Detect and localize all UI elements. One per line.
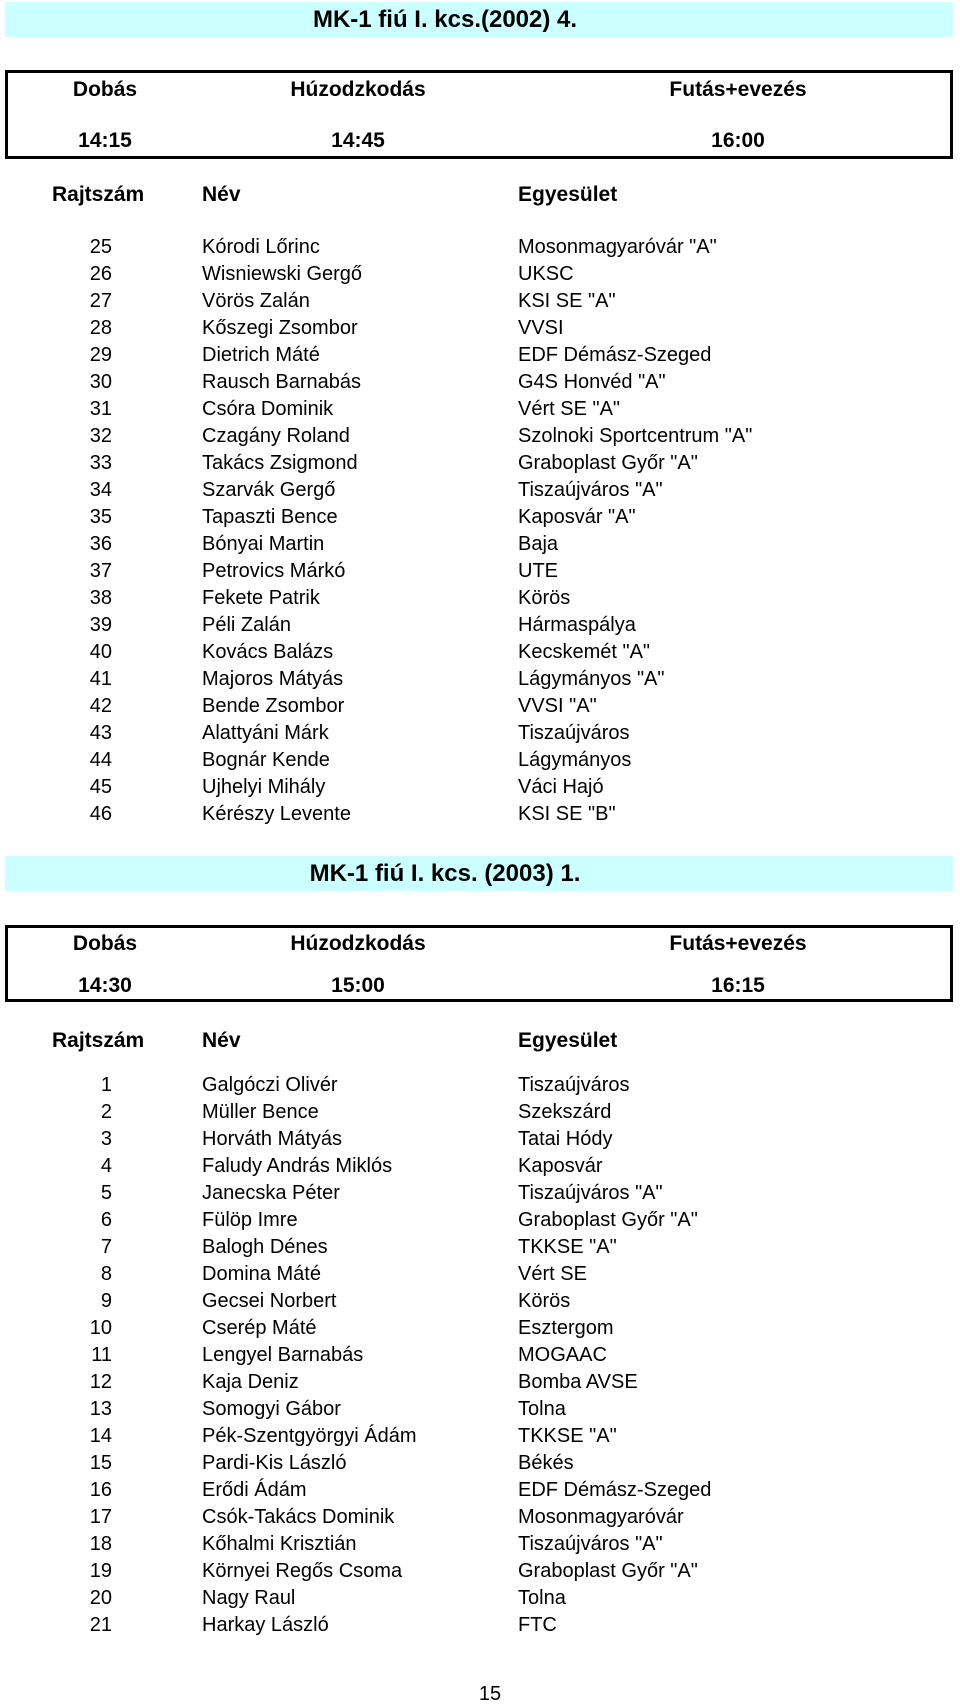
competitor-name: Wisniewski Gergő (202, 263, 363, 285)
competitor-name: Csóra Dominik (202, 398, 334, 420)
start-number: 25 (89, 236, 112, 258)
club-name: Mosonmagyaróvár "A" (518, 236, 717, 258)
competitor-name: Cserép Máté (202, 1317, 317, 1339)
start-number: 40 (89, 641, 112, 663)
competitor-name: Tapaszti Bence (202, 506, 338, 528)
competitor-name: Kaja Deniz (202, 1371, 299, 1393)
col-header-name: Név (202, 1029, 241, 1052)
event-run-row: Futás+evezés (669, 78, 807, 101)
schedule-box (5, 925, 953, 1002)
start-number: 18 (89, 1533, 112, 1555)
start-number: 37 (89, 560, 112, 582)
section-title-bar (5, 2, 953, 37)
time-run-row: 16:15 (711, 974, 765, 997)
competitor-name: Dietrich Máté (202, 344, 320, 366)
table-row (0, 1288, 960, 1315)
table-row (0, 1342, 960, 1369)
table-row (0, 639, 960, 666)
start-number: 11 (91, 1344, 112, 1366)
section-title: MK-1 fiú I. kcs. (2003) 1. (309, 860, 581, 887)
competitor-name: Czagány Roland (202, 425, 350, 447)
competitor-name: Takács Zsigmond (202, 452, 358, 474)
competitor-name: Pardi-Kis László (202, 1452, 347, 1474)
competitor-name: Bognár Kende (202, 749, 330, 771)
table-row (0, 612, 960, 639)
club-name: EDF Démász-Szeged (518, 1479, 712, 1501)
start-number: 17 (89, 1506, 112, 1528)
table-row (0, 477, 960, 504)
table-row (0, 450, 960, 477)
club-name: Szekszárd (518, 1101, 612, 1123)
start-number: 9 (100, 1290, 112, 1312)
table-row (0, 1315, 960, 1342)
col-header-club: Egyesület (518, 183, 618, 206)
club-name: Lágymányos (518, 749, 632, 771)
club-name: Körös (518, 587, 571, 609)
club-name: Lágymányos "A" (518, 668, 665, 690)
club-name: VVSI (518, 317, 564, 339)
competitor-name: Müller Bence (202, 1101, 319, 1123)
event-run-row: Futás+evezés (669, 932, 807, 955)
table-row (0, 1126, 960, 1153)
start-number: 21 (89, 1614, 112, 1636)
schedule-box (5, 70, 953, 159)
table-row (0, 342, 960, 369)
start-number: 30 (89, 371, 112, 393)
club-name: Békés (518, 1452, 574, 1474)
start-number: 46 (89, 803, 112, 825)
competitor-name: Kórodi Lőrinc (202, 236, 320, 258)
table-row (0, 801, 960, 828)
table-row (0, 1261, 960, 1288)
start-number: 4 (100, 1155, 112, 1177)
club-name: Graboplast Győr "A" (518, 452, 698, 474)
start-number: 15 (89, 1452, 112, 1474)
table-row (0, 774, 960, 801)
table-row (0, 1477, 960, 1504)
club-name: Hármaspálya (518, 614, 636, 636)
competitor-name: Majoros Mátyás (202, 668, 344, 690)
table-row (0, 1396, 960, 1423)
club-name: KSI SE "A" (518, 290, 616, 312)
competitor-name: Somogyi Gábor (202, 1398, 341, 1420)
table-row (0, 423, 960, 450)
start-number: 10 (89, 1317, 112, 1339)
competitor-name: Péli Zalán (202, 614, 291, 636)
start-number: 8 (100, 1263, 112, 1285)
competitor-name: Horváth Mátyás (202, 1128, 343, 1150)
club-name: Tiszaújváros (518, 1074, 630, 1096)
competitor-name: Petrovics Márkó (202, 560, 346, 582)
competitor-name: Janecska Péter (202, 1182, 340, 1204)
table-row (0, 1234, 960, 1261)
competitor-name: Kérészy Levente (202, 803, 351, 825)
competitor-name: Faludy András Miklós (202, 1155, 393, 1177)
competitor-name: Bónyai Martin (202, 533, 325, 555)
table-row (0, 504, 960, 531)
table-row (0, 1585, 960, 1612)
club-name: Tatai Hódy (518, 1128, 613, 1150)
start-number: 20 (89, 1587, 112, 1609)
start-number: 28 (89, 317, 112, 339)
table-row (0, 1099, 960, 1126)
club-name: KSI SE "B" (518, 803, 616, 825)
club-name: MOGAAC (518, 1344, 607, 1366)
start-number: 27 (89, 290, 112, 312)
start-number: 36 (89, 533, 112, 555)
start-number: 12 (89, 1371, 112, 1393)
start-number: 1 (100, 1074, 112, 1096)
start-number: 43 (89, 722, 112, 744)
table-row (0, 1180, 960, 1207)
competitor-name: Erődi Ádám (202, 1479, 307, 1501)
table-row (0, 315, 960, 342)
section-title: MK-1 fiú I. kcs.(2002) 4. (312, 6, 578, 33)
start-number: 33 (89, 452, 112, 474)
event-throw: Dobás (72, 78, 138, 101)
club-name: Kaposvár (518, 1155, 603, 1177)
table-row (0, 693, 960, 720)
table-row (0, 1423, 960, 1450)
start-number: 5 (100, 1182, 112, 1204)
club-name: Esztergom (518, 1317, 614, 1339)
table-row (0, 1531, 960, 1558)
table-row (0, 747, 960, 774)
event-throw: Dobás (72, 932, 138, 955)
start-number: 32 (89, 425, 112, 447)
club-name: Tolna (518, 1398, 566, 1420)
start-number: 35 (89, 506, 112, 528)
competitor-name: Csók-Takács Dominik (202, 1506, 395, 1528)
start-number: 34 (89, 479, 112, 501)
club-name: Vért SE (518, 1263, 587, 1285)
competitor-name: Gecsei Norbert (202, 1290, 337, 1312)
competitor-name: Vörös Zalán (202, 290, 310, 312)
competitor-name: Domina Máté (202, 1263, 321, 1285)
table-row (0, 261, 960, 288)
time-throw: 14:15 (78, 129, 132, 152)
start-number: 38 (89, 587, 112, 609)
club-name: Kecskemét "A" (518, 641, 651, 663)
competitor-name: Pék-Szentgyörgyi Ádám (202, 1425, 417, 1447)
start-number: 31 (89, 398, 112, 420)
start-number: 44 (89, 749, 112, 771)
col-header-start-number: Rajtszám (52, 183, 145, 206)
table-row (0, 288, 960, 315)
club-name: G4S Honvéd "A" (518, 371, 666, 393)
club-name: Váci Hajó (518, 776, 604, 798)
table-row (0, 720, 960, 747)
start-number: 19 (89, 1560, 112, 1582)
table-row (0, 558, 960, 585)
competitor-name: Fekete Patrik (202, 587, 320, 609)
table-row (0, 1450, 960, 1477)
table-row (0, 531, 960, 558)
time-pullup: 15:00 (331, 974, 385, 997)
club-name: Vért SE "A" (518, 398, 621, 420)
competitor-name: Rausch Barnabás (202, 371, 361, 393)
club-name: EDF Démász-Szeged (518, 344, 712, 366)
club-name: Bomba AVSE (518, 1371, 638, 1393)
club-name: Graboplast Győr "A" (518, 1560, 698, 1582)
competitor-name: Fülöp Imre (202, 1209, 298, 1231)
table-row (0, 1153, 960, 1180)
start-number: 13 (89, 1398, 112, 1420)
start-number: 29 (89, 344, 112, 366)
club-name: TKKSE "A" (518, 1236, 617, 1258)
table-row (0, 396, 960, 423)
table-row (0, 1612, 960, 1639)
start-number: 16 (89, 1479, 112, 1501)
start-number: 26 (89, 263, 112, 285)
table-row (0, 1207, 960, 1234)
club-name: Kaposvár "A" (518, 506, 636, 528)
competitor-name: Kőhalmi Krisztián (202, 1533, 357, 1555)
start-number: 42 (89, 695, 112, 717)
club-name: TKKSE "A" (518, 1425, 617, 1447)
competitor-name: Környei Regős Csoma (202, 1560, 403, 1582)
time-run-row: 16:00 (711, 129, 765, 152)
club-name: Tiszaújváros "A" (518, 1182, 663, 1204)
time-throw: 14:30 (78, 974, 132, 997)
club-name: Baja (518, 533, 559, 555)
start-number: 45 (89, 776, 112, 798)
club-name: Tolna (518, 1587, 566, 1609)
col-header-club: Egyesület (518, 1029, 618, 1052)
start-number: 41 (89, 668, 112, 690)
start-number: 39 (89, 614, 112, 636)
start-number: 2 (100, 1101, 112, 1123)
competitor-name: Harkay László (202, 1614, 329, 1636)
time-pullup: 14:45 (331, 129, 385, 152)
col-header-name: Név (202, 183, 241, 206)
table-row (0, 666, 960, 693)
club-name: FTC (518, 1614, 557, 1636)
table-row (0, 1558, 960, 1585)
club-name: Körös (518, 1290, 571, 1312)
club-name: Szolnoki Sportcentrum "A" (518, 425, 753, 447)
club-name: Graboplast Győr "A" (518, 1209, 698, 1231)
competitor-name: Nagy Raul (202, 1587, 296, 1609)
event-pullup: Húzodzkodás (290, 78, 426, 101)
club-name: Tiszaújváros (518, 722, 630, 744)
start-number: 14 (89, 1425, 112, 1447)
club-name: Mosonmagyaróvár (518, 1506, 684, 1528)
club-name: Tiszaújváros "A" (518, 1533, 663, 1555)
competitor-name: Kőszegi Zsombor (202, 317, 358, 339)
start-number: 6 (100, 1209, 112, 1231)
table-row (0, 369, 960, 396)
competitor-name: Bende Zsombor (202, 695, 345, 717)
competitor-name: Ujhelyi Mihály (202, 776, 326, 798)
club-name: Tiszaújváros "A" (518, 479, 663, 501)
club-name: UTE (518, 560, 558, 582)
table-row (0, 1369, 960, 1396)
club-name: UKSC (518, 263, 574, 285)
page-number: 15 (478, 1683, 502, 1705)
event-pullup: Húzodzkodás (290, 932, 426, 955)
entry-list (0, 234, 960, 828)
competitor-name: Alattyáni Márk (202, 722, 329, 744)
club-name: VVSI "A" (518, 695, 597, 717)
start-number: 3 (100, 1128, 112, 1150)
entry-list (0, 1072, 960, 1639)
table-row (0, 234, 960, 261)
competitor-name: Lengyel Barnabás (202, 1344, 364, 1366)
table-row (0, 1072, 960, 1099)
start-number: 7 (100, 1236, 112, 1258)
table-row (0, 585, 960, 612)
section-title-bar (5, 856, 953, 891)
competitor-name: Szarvák Gergő (202, 479, 336, 501)
table-row (0, 1504, 960, 1531)
competitor-name: Balogh Dénes (202, 1236, 328, 1258)
competitor-name: Kovács Balázs (202, 641, 334, 663)
competitor-name: Galgóczi Olivér (202, 1074, 338, 1096)
col-header-start-number: Rajtszám (52, 1029, 145, 1052)
